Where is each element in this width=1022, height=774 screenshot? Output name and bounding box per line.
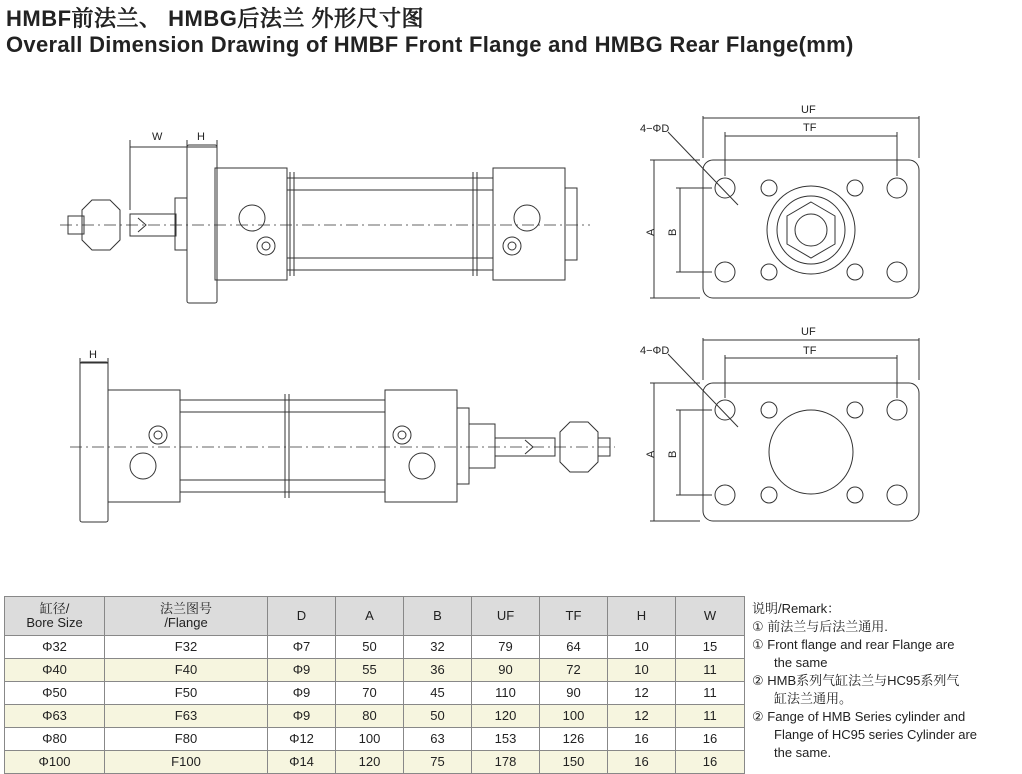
table-cell: 16 (608, 728, 676, 751)
label-b-top: B (667, 228, 679, 236)
table-cell: 50 (404, 705, 472, 728)
table-cell: 10 (608, 659, 676, 682)
label-w: W (152, 131, 163, 143)
label-phi-top: 4−ΦD (640, 123, 670, 135)
rear-flange-face-view (650, 338, 919, 521)
table-cell: 36 (404, 659, 472, 682)
label-tf-top: TF (803, 122, 817, 134)
table-cell: 100 (336, 728, 404, 751)
table-cell: Φ50 (5, 682, 105, 705)
table-cell: 12 (608, 682, 676, 705)
remark-line2-en-a: ② Fange of HMB Series cylinder and (752, 709, 966, 724)
table-cell: F80 (105, 728, 268, 751)
table-cell: 126 (540, 728, 608, 751)
remark-line1-cn: ① 前法兰与后法兰通用. (752, 619, 888, 634)
table-cell: Φ9 (268, 659, 336, 682)
label-uf-top: UF (801, 104, 816, 116)
table-header-cell: B (404, 597, 472, 636)
table-cell: 110 (472, 682, 540, 705)
label-a-top: A (645, 228, 657, 236)
remark-line1-en-a: ① Front flange and rear Flange are (752, 637, 955, 652)
table-cell: 70 (336, 682, 404, 705)
remark-line2-en-c: the same. (774, 745, 832, 760)
label-tf-bottom: TF (803, 345, 817, 357)
table-cell: 16 (676, 728, 745, 751)
table-header-cell: A (336, 597, 404, 636)
front-flange-cylinder-view (60, 140, 590, 303)
table-cell: 11 (676, 682, 745, 705)
table-header-cell: D (268, 597, 336, 636)
table-cell: 100 (540, 705, 608, 728)
table-header-cell: H (608, 597, 676, 636)
table-cell: 11 (676, 659, 745, 682)
table-cell: 15 (676, 636, 745, 659)
table-row (5, 751, 745, 774)
table-row (5, 728, 745, 751)
front-flange-face-view (650, 116, 919, 298)
label-h-top: H (197, 131, 205, 143)
table-header-cell: TF (540, 597, 608, 636)
table-cell: 75 (404, 751, 472, 774)
label-b-bottom: B (667, 450, 679, 458)
remark-line1-en-b: the same (774, 655, 828, 670)
table-cell: Φ9 (268, 705, 336, 728)
table-cell: 80 (336, 705, 404, 728)
table-cell: Φ40 (5, 659, 105, 682)
table-cell: Φ12 (268, 728, 336, 751)
table-row (5, 682, 745, 705)
rear-flange-cylinder-view (70, 358, 615, 522)
table-cell: 50 (336, 636, 404, 659)
label-a-bottom: A (645, 450, 657, 458)
table-header-cell: 法兰图号 /Flange (105, 597, 268, 636)
table-cell: Φ14 (268, 751, 336, 774)
table-cell: Φ7 (268, 636, 336, 659)
table-cell: Φ100 (5, 751, 105, 774)
table-cell: F100 (105, 751, 268, 774)
table-row (5, 636, 745, 659)
table-cell: 12 (608, 705, 676, 728)
table-cell: Φ80 (5, 728, 105, 751)
table-cell: 16 (676, 751, 745, 774)
table-cell: F32 (105, 636, 268, 659)
table-cell: 45 (404, 682, 472, 705)
label-uf-bottom: UF (801, 326, 816, 338)
table-cell: 16 (608, 751, 676, 774)
label-phi-bottom: 4−ΦD (640, 345, 670, 357)
remark-line2-cn-a: ② HMB系列气缸法兰与HC95系列气 (752, 673, 960, 688)
label-h-bottom: H (89, 349, 97, 361)
table-header-cell: UF (472, 597, 540, 636)
page-title-en: Overall Dimension Drawing of HMBF Front Flange and HMBG Rear Flange(mm) (6, 32, 854, 57)
table-cell: 10 (608, 636, 676, 659)
table-cell: 150 (540, 751, 608, 774)
remark-line2-en-b: Flange of HC95 series Cylinder are (774, 727, 978, 742)
table-cell: F50 (105, 682, 268, 705)
table-cell: F40 (105, 659, 268, 682)
table-cell: Φ9 (268, 682, 336, 705)
table-header-cell: W (676, 597, 745, 636)
table-cell: 55 (336, 659, 404, 682)
table-header-row (5, 597, 745, 636)
table-cell: 79 (472, 636, 540, 659)
remark-line2-cn-b: 缸法兰通用。 (774, 691, 853, 706)
table-header-cell: 缸径/ Bore Size (5, 597, 105, 636)
table-row (5, 705, 745, 728)
table-cell: 32 (404, 636, 472, 659)
table-cell: 178 (472, 751, 540, 774)
table-cell: F63 (105, 705, 268, 728)
table-cell: Φ32 (5, 636, 105, 659)
remark-panel (752, 600, 1018, 762)
table-cell: Φ63 (5, 705, 105, 728)
page-title-cn: HMBF前法兰、 HMBG后法兰 外形尺寸图 (6, 6, 424, 31)
table-cell: 11 (676, 705, 745, 728)
table-cell: 120 (472, 705, 540, 728)
table-cell: 120 (336, 751, 404, 774)
table-cell: 72 (540, 659, 608, 682)
table-cell: 90 (540, 682, 608, 705)
table-row (5, 659, 745, 682)
table-cell: 153 (472, 728, 540, 751)
table-cell: 63 (404, 728, 472, 751)
table-cell: 90 (472, 659, 540, 682)
remark-title: 说明/Remark： (752, 601, 841, 616)
dimension-table (4, 596, 745, 774)
table-cell: 64 (540, 636, 608, 659)
